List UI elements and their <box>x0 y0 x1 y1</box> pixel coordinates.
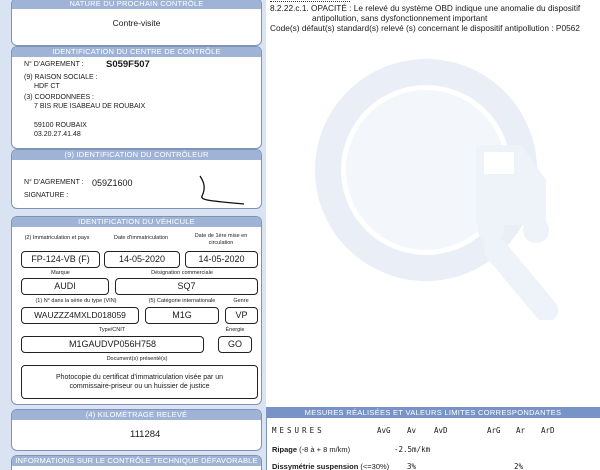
prochain-controle-panel <box>11 0 262 46</box>
genre-label: Genre <box>233 298 249 304</box>
marque-label: Marque <box>51 270 70 276</box>
centre-phone: 03.20.27.41.48 <box>34 131 81 138</box>
mesures-title: MESURES <box>272 426 325 435</box>
type-label: Type/CNIT <box>98 327 126 333</box>
dissymetrie-av: 3% <box>407 462 417 470</box>
col-avd: AvD <box>434 426 448 435</box>
top-divider <box>270 0 350 2</box>
kilometrage-header: (4) KILOMÉTRAGE RELEVÉ <box>12 410 261 420</box>
controleur-panel <box>11 149 262 209</box>
col-avg: AvG <box>377 426 391 435</box>
right-column <box>266 0 600 470</box>
genre-field: VP <box>225 307 258 324</box>
energie-field: GO <box>218 336 252 353</box>
vehicule-header: IDENTIFICATION DU VÉHICULE <box>12 217 261 227</box>
vin-field: WAUZZZ4MXLD018059 <box>21 307 139 324</box>
controleur-agrement-label: N° D'AGREMENT : <box>24 179 84 186</box>
obd-line3: Code(s) défaut(s) standard(s) relevé (s) concernant le dispositif antipollution : P0562 <box>270 23 580 33</box>
date-immat-label: Date d'immatriculation <box>113 235 169 241</box>
documents-label: Document(s) présenté(s) <box>106 356 168 362</box>
date-circ-label: Date de 1ère mise en circulation <box>194 233 248 246</box>
col-arg: ArG <box>487 426 501 435</box>
centre-coord-label: (3) COORDONNEES : <box>24 94 95 101</box>
centre-panel <box>11 46 262 149</box>
left-column <box>0 0 266 470</box>
dissymetrie-label: Dissymétrie suspension (<=30%) <box>272 462 390 470</box>
informations-header: INFORMATIONS SUR LE CONTRÔLE TECHNIQUE DÉFAVORABLE <box>12 456 261 466</box>
centre-raison-label: (9) RAISON SOCIALE : <box>24 74 98 81</box>
marque-field: AUDI <box>21 278 109 295</box>
documents-line1: Photocopie du certificat d'immatriculation visée par un <box>55 374 224 381</box>
mesures-header: MESURES RÉALISÉES ET VALEURS LIMITES CORRESPONDANTES <box>266 407 600 418</box>
prochain-controle-header: NATURE DU PROCHAIN CONTRÔLE <box>12 0 261 9</box>
informations-panel <box>11 455 262 470</box>
obd-line1: 8.2.22.c.1. OPACITÉ : Le relevé du système OBD indique une anomalie du dispositif <box>270 3 581 13</box>
col-av: Av <box>407 426 417 435</box>
dissymetrie-ar: 2% <box>514 462 524 470</box>
date-immat-field: 14-05-2020 <box>104 251 180 268</box>
controleur-header: (9) IDENTIFICATION DU CONTRÔLEUR <box>12 150 261 160</box>
col-ar: Ar <box>516 426 526 435</box>
centre-agrement-label: N° D'AGREMENT : <box>24 61 84 68</box>
categorie-label: (5) Catégorie internationale <box>148 298 216 304</box>
centre-agrement-value: S059F507 <box>106 59 150 70</box>
energie-label: Énergie <box>225 327 245 333</box>
immat-field: FP-124-VB (F) <box>21 251 100 268</box>
designation-label: Désignation commerciale <box>151 270 213 276</box>
documents-line2: commissaire-priseur ou un huissier de justice <box>69 383 210 390</box>
centre-raison-value: HDF CT <box>34 83 60 90</box>
centre-address-line2: 59100 ROUBAIX <box>34 122 87 129</box>
type-field: M1GAUDVP056H758 <box>21 336 204 353</box>
immat-label: (2) Immatriculation et pays <box>24 235 90 241</box>
watermark-magnifier-car-icon <box>306 50 576 320</box>
centre-address-line1: 7 BIS RUE ISABEAU DE ROUBAIX <box>34 103 146 110</box>
vehicule-panel <box>11 216 262 405</box>
designation-field: SQ7 <box>115 278 258 295</box>
date-circ-field: 14-05-2020 <box>185 251 258 268</box>
ripage-value: -2.5m/km <box>394 445 431 454</box>
vin-label: (1) N° dans la série du type (VIN) <box>35 298 117 304</box>
centre-header: IDENTIFICATION DU CENTRE DE CONTRÔLE <box>12 47 261 57</box>
mesures-table <box>266 418 600 470</box>
documents-field <box>21 365 258 399</box>
obd-line2: antipollution, sans dysfonctionnement important <box>312 13 488 23</box>
controleur-signature-label: SIGNATURE : <box>24 192 69 199</box>
controleur-agrement-value: 059Z1600 <box>92 178 133 188</box>
kilometrage-value: 111284 <box>130 429 161 440</box>
prochain-controle-value: Contre-visite <box>112 18 161 28</box>
ripage-label: Ripage (-8 à + 8 m/km) <box>272 445 351 454</box>
signature-mark <box>188 174 252 206</box>
col-ard: ArD <box>541 426 555 435</box>
categorie-field: M1G <box>145 307 219 324</box>
kilometrage-panel <box>11 409 262 451</box>
